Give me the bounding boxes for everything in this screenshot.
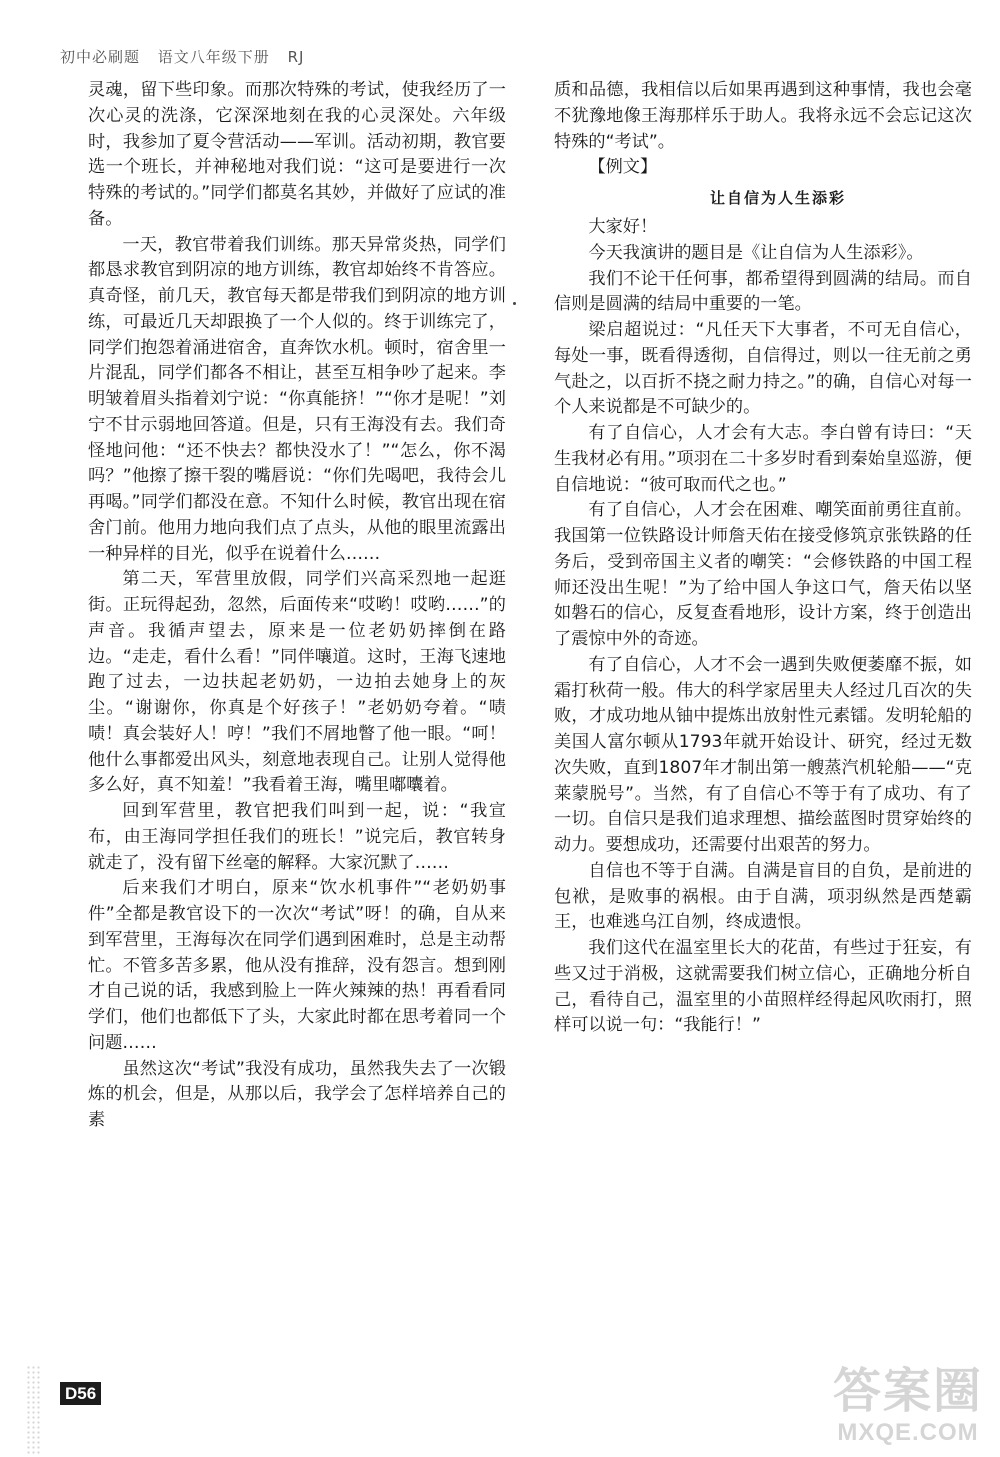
watermark-logo	[828, 1365, 988, 1451]
running-head	[60, 46, 316, 67]
paragraph: 我们不论干任何事，都希望得到圆满的结局。而自信则是圆满的结局中重要的一笔。	[554, 268, 972, 315]
paragraph: 第二天，军营里放假，同学们兴高采烈地一起逛街。正玩得起劲，忽然，后面传来“哎哟！哎哟……”的声音。我循声望去，原来是一位老奶奶摔倒在路边。“走走，看什么看！”同伴嚷道。这时，王海飞速地跑了过去，一边扶起老奶奶，一边拍去她身上的灰尘。“谢谢你，你真是个好孩子！”老奶奶夸着。“啧啧！真会装好人！哼！”我们不屑地瞥了他一眼。“呵！他什么事都爱出风头，刻意地表现自己。让别人觉得他多么好，真不知羞！”我看着王海，嘴里嘟囔着。	[88, 569, 506, 796]
paragraph: 今天我演讲的题目是《让自信为人生添彩》。	[588, 242, 924, 263]
book-edition: RJ	[287, 48, 305, 66]
paragraph: 梁启超说过：“凡任天下大事者，不可无自信心，每处一事，既看得透彻，自信得过，则以一往无前之勇气赴之，以百折不挠之耐力持之。”的确，自信心对每一个人来说都是不可缺少的。	[554, 320, 972, 418]
paragraph: 回到军营里，教官把我们叫到一起，说：“我宣布，由王海同学担任我们的班长！”说完后，教官转身就走了，没有留下丝毫的解释。大家沉默了……	[88, 801, 506, 873]
right-column	[554, 78, 972, 1039]
binding-dot	[513, 302, 516, 305]
paragraph: 后来我们才明白，原来“饮水机事件”“老奶奶事件”全都是教官设下的一次次“考试”呀！的确，自从来到军营里，王海每次在同学们遇到困难时，总是主动帮忙。不管多苦多累，他从没有推辞，没有怨言。想到刚才自己说的话，我感到脸上一阵火辣辣的热！再看看同学们，他们也都低下了头，大家此时都在思考着同一个问题……	[88, 878, 506, 1053]
book-series: 初中必刷题	[60, 48, 141, 66]
left-column	[88, 78, 506, 1134]
paragraph: 我们这代在温室里长大的花苗，有些过于狂妄，有些又过于消极，这就需要我们树立信心，正确地分析自己，看待自己，温室里的小苗照样经得起风吹雨打，照样可以说一句：“我能行！”	[554, 938, 972, 1036]
paragraph: 有了自信心，人才会在困难、嘲笑面前勇往直前。我国第一位铁路设计师詹天佑在接受修筑京张铁路的任务后，受到帝国主义者的嘲笑：“会修铁路的中国工程师还没出生呢！”为了给中国人争这口气，詹天佑以坚如磐石的信心，反复查看地形，设计方案，终于创造出了震惊中外的奇迹。	[554, 500, 972, 649]
salutation: 大家好！	[588, 217, 658, 237]
essay-title: 让自信为人生添彩	[709, 189, 846, 207]
paragraph: 有了自信心，人才不会一遇到失败便萎靡不振，如霜打秋荷一般。伟大的科学家居里夫人经过几百次的失败，才成功地从铀中提炼出放射性元素镭。发明轮船的美国人富尔顿从1793年就开始设计、研究，经过无数次失败，直到1807年才制出第一艘蒸汽机轮船——“克莱蒙脱号”。当然，有了自信心不等于有了成功、有了一切。自信只是我们追求理想、描绘蓝图时贯穿始终的动力。要想成功，还需要付出艰苦的努力。	[554, 654, 972, 855]
paragraph: 灵魂，留下些印象。而那次特殊的考试，使我经历了一次心灵的洗涤，它深深地刻在我的心灵深处。六年级时，我参加了夏令营活动——军训。活动初期，教官要选一个班长，并神秘地对我们说：“这可是要进行一次特殊的考试的。”同学们都莫名其妙，并做好了应试的准备。	[88, 80, 506, 229]
paragraph: 有了自信心，人才会有大志。李白曾有诗曰：“天生我材必有用。”项羽在二十多岁时看到秦始皇巡游，便自信地说：“彼可取而代之也。”	[554, 423, 972, 495]
section-label: 【例文】	[588, 157, 658, 178]
page-number: D56	[60, 1382, 101, 1405]
watermark-url: MXQE.COM	[837, 1419, 979, 1446]
paragraph: 一天，教官带着我们训练。那天异常炎热，同学们都恳求教官到阴凉的地方训练，教官却始终不肯答应。真奇怪，前几天，教官每天都是带我们到阴凉的地方训练，可最近几天却跟换了一个人似的。终于训练完了，同学们抱怨着涌进宿舍，直奔饮水机。顿时，宿舍里一片混乱，同学们都各不相让，甚至互相争吵了起来。李明皱着眉头指着刘宁说：“你真能挤！”“你才是呢！”刘宁不甘示弱地回答道。但是，只有王海没有去。我们奇怪地问他：“还不快去？都快没水了！”“怎么，你不渴吗？”他擦了擦干裂的嘴唇说：“你们先喝吧，我待会儿再喝。”同学们都没在意。不知什么时候，教官出现在宿舍门前。他用力地向我们点了点头，从他的眼里流露出一种异样的目光，似乎在说着什么……	[88, 234, 506, 564]
margin-dot-pattern	[26, 1365, 42, 1455]
watermark-text: 答案圈	[832, 1363, 983, 1419]
paragraph: 自信也不等于自满。自满是盲目的自负，是前进的包袱，是败事的祸根。由于自满，项羽纵然是西楚霸王，也难逃乌江自刎，终成遗恨。	[554, 860, 972, 933]
continuation-paragraph: 质和品德，我相信以后如果再遇到这种事情，我也会毫不犹豫地像王海那样乐于助人。我将永远不会忘记这次特殊的“考试”。	[554, 80, 972, 152]
book-subject: 语文八年级下册	[157, 48, 270, 66]
paragraph: 虽然这次“考试”我没有成功，虽然我失去了一次锻炼的机会，但是，从那以后，我学会了怎样培养自己的素	[88, 1058, 506, 1130]
